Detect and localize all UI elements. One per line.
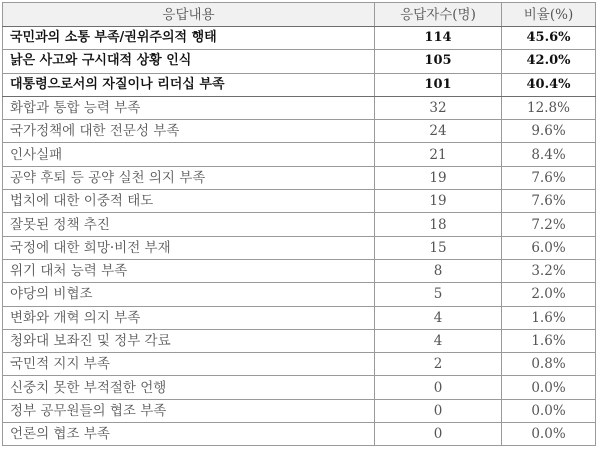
row-count: 4 [375,306,502,329]
row-ratio: 0.8% [502,353,596,376]
row-count: 32 [375,96,502,119]
table-row [3,143,596,166]
table-row [3,376,596,399]
row-response: 국민과의 소통 부족/권위주의적 행태 [3,27,375,50]
table-row [3,259,596,282]
row-ratio: 1.6% [502,329,596,352]
table-row [3,353,596,376]
row-response: 국가정책에 대한 전문성 부족 [3,120,375,143]
header-response: 응답내용 [3,3,375,27]
table-row [3,96,596,119]
table-row [3,50,596,73]
row-response: 인사실패 [3,143,375,166]
row-response: 위기 대처 능력 부족 [3,259,375,282]
table-row [3,213,596,236]
row-response: 야당의 비협조 [3,283,375,306]
survey-results-table [2,2,596,446]
row-response: 낡은 사고와 구시대적 상황 인식 [3,50,375,73]
row-response: 잘못된 정책 추진 [3,213,375,236]
header-count: 응답자수(명) [375,3,502,27]
row-count: 4 [375,329,502,352]
row-ratio: 0.0% [502,423,596,446]
row-response: 법치에 대한 이중적 태도 [3,190,375,213]
row-count: 5 [375,283,502,306]
row-response: 대통령으로서의 자질이나 리더십 부족 [3,73,375,96]
row-ratio: 1.6% [502,306,596,329]
row-response: 정부 공무원들의 협조 부족 [3,399,375,422]
row-response: 공약 후퇴 등 공약 실천 의지 부족 [3,166,375,189]
row-response: 변화와 개혁 의지 부족 [3,306,375,329]
row-count: 101 [375,73,502,96]
row-ratio: 40.4% [502,73,596,96]
row-ratio: 7.2% [502,213,596,236]
row-count: 0 [375,376,502,399]
table-row [3,73,596,96]
table-row [3,166,596,189]
row-ratio: 45.6% [502,27,596,50]
table-row [3,306,596,329]
table-row [3,120,596,143]
row-count: 24 [375,120,502,143]
row-count: 0 [375,399,502,422]
row-ratio: 8.4% [502,143,596,166]
row-ratio: 9.6% [502,120,596,143]
table-row [3,27,596,50]
table-row [3,190,596,213]
table-header-row [3,3,596,27]
row-count: 21 [375,143,502,166]
row-ratio: 7.6% [502,190,596,213]
row-response: 국민적 지지 부족 [3,353,375,376]
row-response: 화합과 통합 능력 부족 [3,96,375,119]
table-row [3,399,596,422]
row-count: 18 [375,213,502,236]
table-row [3,283,596,306]
row-ratio: 42.0% [502,50,596,73]
row-response: 언론의 협조 부족 [3,423,375,446]
row-count: 0 [375,423,502,446]
table-row [3,236,596,259]
row-count: 15 [375,236,502,259]
row-count: 8 [375,259,502,282]
row-ratio: 6.0% [502,236,596,259]
row-ratio: 7.6% [502,166,596,189]
row-count: 19 [375,190,502,213]
row-ratio: 12.8% [502,96,596,119]
table-body [3,27,596,446]
row-count: 114 [375,27,502,50]
row-ratio: 0.0% [502,376,596,399]
row-response: 신중치 못한 부적절한 언행 [3,376,375,399]
header-ratio: 비율(%) [502,3,596,27]
row-ratio: 2.0% [502,283,596,306]
table-row [3,423,596,446]
row-response: 청와대 보좌진 및 정부 각료 [3,329,375,352]
row-ratio: 3.2% [502,259,596,282]
row-count: 2 [375,353,502,376]
row-count: 19 [375,166,502,189]
row-response: 국정에 대한 희망·비전 부재 [3,236,375,259]
table-row [3,329,596,352]
row-ratio: 0.0% [502,399,596,422]
row-count: 105 [375,50,502,73]
